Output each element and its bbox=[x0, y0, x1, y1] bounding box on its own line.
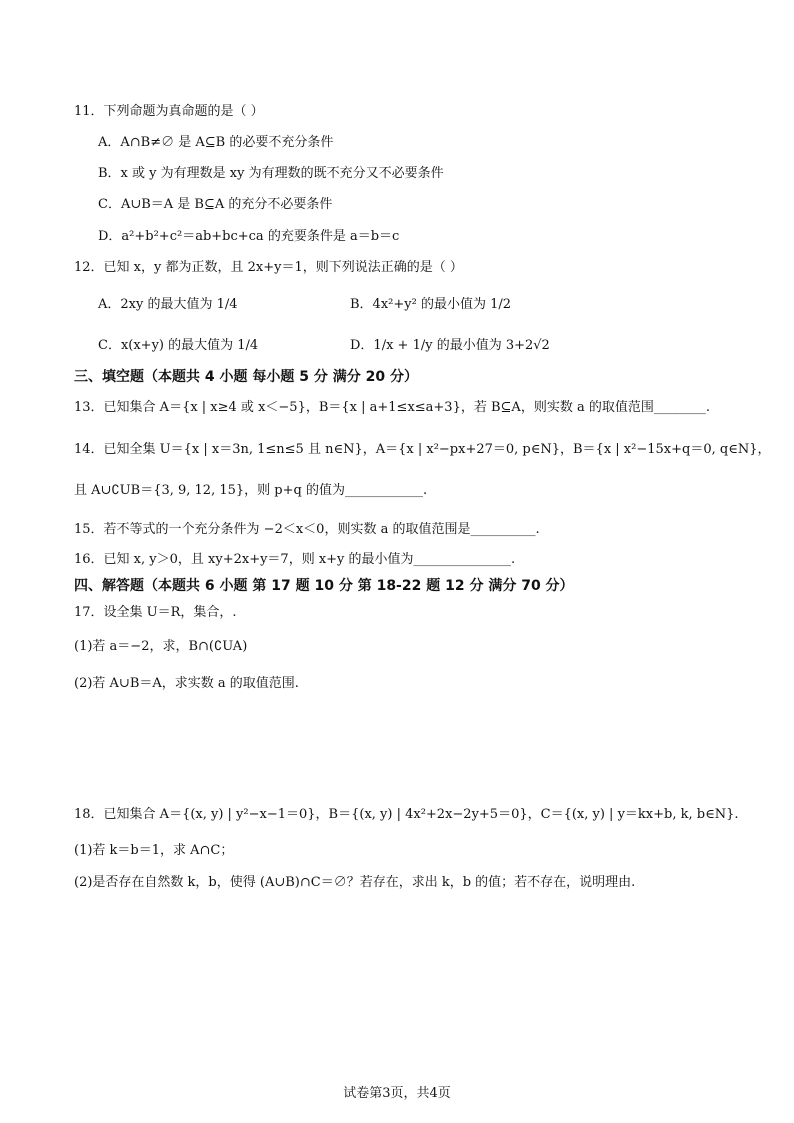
question-12-option-d: D．1/x + 1/y 的最小值为 3+2√2 bbox=[350, 338, 550, 353]
question-12: 12．已知 x，y 都为正数，且 2x+y＝1，则下列说法正确的是（ ） bbox=[74, 260, 463, 275]
question-17: 17．设全集 U＝R，集合，. bbox=[74, 605, 237, 620]
question-14-continued: 且 A∪∁UB＝{3, 9, 12, 15}，则 p+q 的值为____________. bbox=[74, 483, 428, 498]
question-18: 18．已知集合 A＝{(x, y) | y²−x−1＝0}，B＝{(x, y) | 4x²+2x−2y+5＝0}，C＝{(x, y) | y＝kx+b, k, b∈N}. bbox=[74, 807, 739, 822]
question-15: 15．若不等式的一个充分条件为 −2＜x＜0，则实数 a 的取值范围是__________. bbox=[74, 522, 540, 537]
question-18-part-2: (2)是否存在自然数 k，b，使得 (A∪B)∩C＝∅？若存在，求出 k，b 的值；若不存在，说明理由. bbox=[74, 875, 636, 890]
section-heading-solutions: 四、解答题（本题共 6 小题 第 17 题 10 分 第 18-22 题 12 分 满分 70 分） bbox=[74, 578, 574, 594]
question-11-option-c: C．A∪B＝A 是 B⊆A 的充分不必要条件 bbox=[98, 197, 333, 212]
question-11-option-b: B．x 或 y 为有理数是 xy 为有理数的既不充分又不必要条件 bbox=[98, 166, 444, 181]
question-11-option-d: D．a²+b²+c²＝ab+bc+ca 的充要条件是 a＝b＝c bbox=[98, 229, 400, 244]
question-12-option-a: A．2xy 的最大值为 1/4 bbox=[98, 297, 238, 312]
question-11-option-a: A．A∩B≠∅ 是 A⊆B 的必要不充分条件 bbox=[98, 135, 334, 150]
question-16: 16．已知 x, y＞0，且 xy+2x+y＝7，则 x+y 的最小值为_______________. bbox=[74, 552, 516, 567]
question-18-part-1: (1)若 k＝b＝1，求 A∩C； bbox=[74, 843, 234, 858]
question-11: 11．下列命题为真命题的是（ ） bbox=[74, 104, 264, 119]
question-17-part-2: (2)若 A∪B＝A，求实数 a 的取值范围. bbox=[74, 676, 299, 691]
question-13: 13．已知集合 A＝{x | x≥4 或 x＜−5}，B＝{x | a+1≤x≤a+3}，若 B⊆A，则实数 a 的取值范围________. bbox=[74, 400, 710, 415]
section-heading-fill-in: 三、填空题（本题共 4 小题 每小题 5 分 满分 20 分） bbox=[74, 369, 418, 385]
question-12-option-b: B．4x²+y² 的最小值为 1/2 bbox=[350, 297, 512, 312]
page-footer: 试卷第3页，共4页 bbox=[343, 1086, 451, 1101]
question-14: 14．已知全集 U＝{x | x＝3n, 1≤n≤5 且 n∈N}，A＝{x | x²−px+27＝0, p∈N}，B＝{x | x²−15x+q＝0, q∈N}， bbox=[74, 442, 771, 457]
question-17-part-1: (1)若 a＝−2，求，B∩(∁UA) bbox=[74, 639, 248, 654]
question-12-option-c: C．x(x+y) 的最大值为 1/4 bbox=[98, 338, 259, 353]
